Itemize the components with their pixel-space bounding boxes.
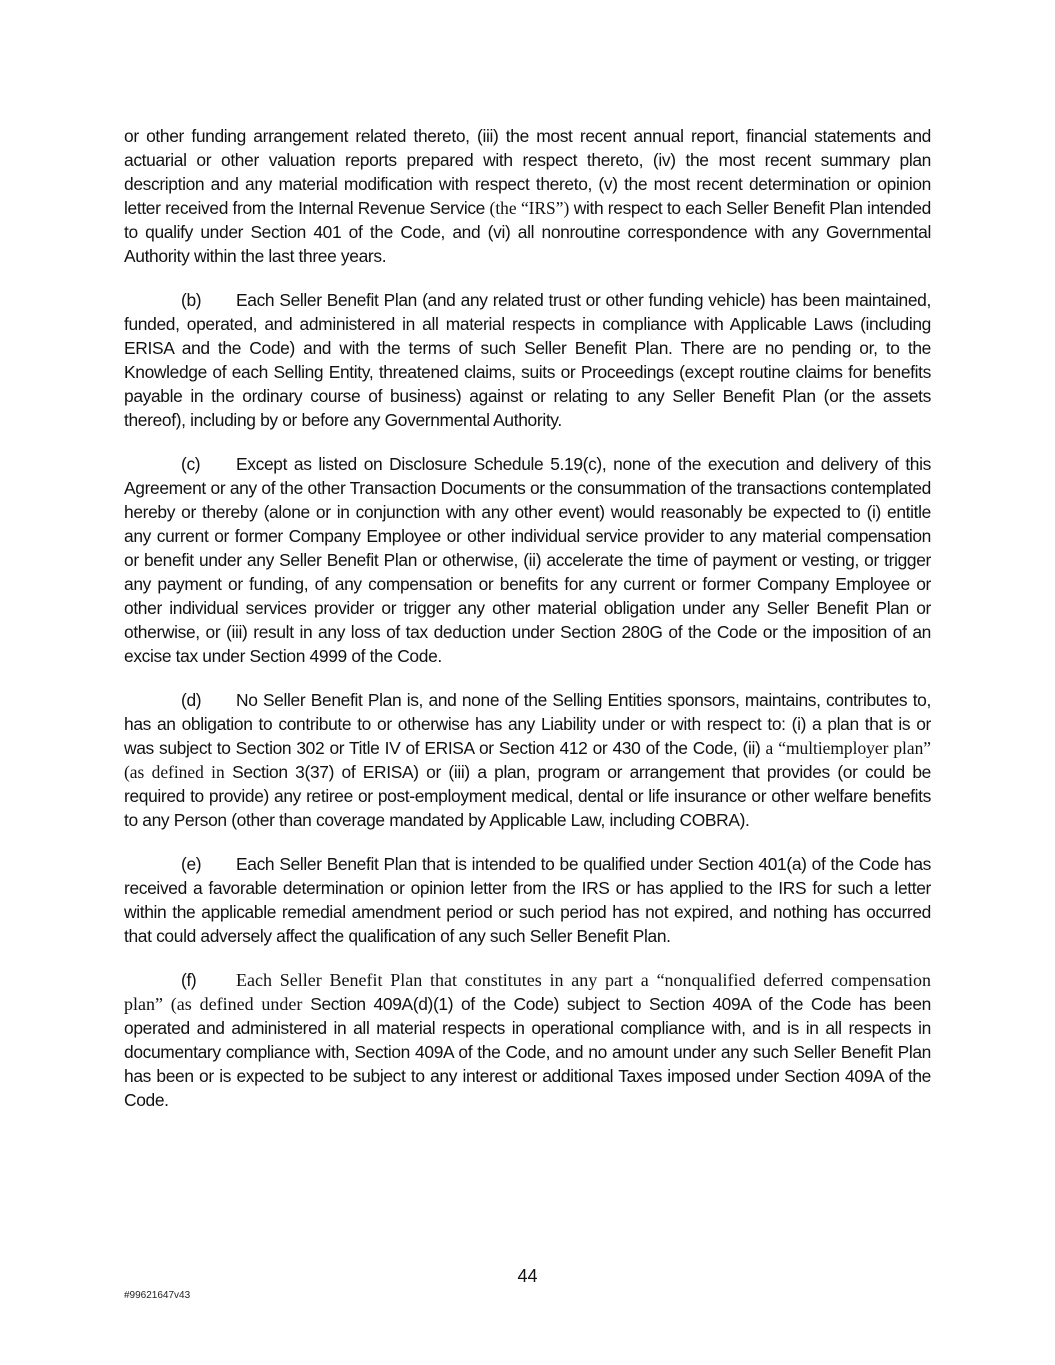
multiemployer-plan-definition: a “multiemployer plan” (as defined in	[124, 738, 932, 782]
document-page	[124, 124, 931, 1132]
section-label-d: (d)	[181, 690, 202, 710]
paragraph-f	[124, 968, 931, 1112]
section-text-e: Each Seller Benefit Plan that is intended to be qualified under Section 401(a) of the Code has received a favorable determination or opinion letter from the IRS or has applied to the IRS for such a letter within the applicable remedial amendment period or such period has not expired, and nothing has occurred that could adversely affect the qualification of any such Seller Benefit Plan.	[124, 854, 931, 946]
continuation-text-end: with respect to each Seller Benefit Plan intended to qualify under Section 401 of the Code, and (vi) all nonroutine correspondence with any Governmental Authority within the last three years.	[124, 198, 931, 266]
paragraph-e	[124, 852, 931, 948]
page-number: 44	[517, 1266, 538, 1286]
nonqualified-plan-definition: Each Seller Benefit Plan that constitutes in any part a “nonqualified deferred compensation plan” (as defined under	[124, 970, 931, 1014]
section-text-c: Except as listed on Disclosure Schedule 5.19(c), none of the execution and delivery of this Agreement or any of the other Transaction Documents or the consummation of the transactions contemplated hereby or thereby (alone or in conjunction with any other event) would reasonably be expected to (i) entitle any current or former Company Employee or other individual service provider to any material compensation or benefit under any Seller Benefit Plan or otherwise, (ii) accelerate the time of payment or vesting, or trigger any payment or funding, of any compensation or benefits for any current or former Company Employee or other individual services provider or trigger any other material obligation under any Seller Benefit Plan or otherwise, or (iii) result in any loss of tax deduction under Section 280G of the Code or the imposition of an excise tax under Section 4999 of the Code.	[124, 454, 931, 666]
section-label-f: (f)	[181, 970, 197, 990]
paragraph-continuation	[124, 124, 931, 268]
paragraph-c	[124, 452, 931, 668]
section-text-d-2: Section 3(37) of ERISA) or (iii) a plan, program or arrangement that provides (or could be required to provide) any retiree or post-employment medical, dental or life insurance or other welfare benefits to any Person (other than coverage mandated by Applicable Law, including COBRA).	[124, 762, 931, 830]
section-text-f: Section 409A(d)(1) of the Code) subject to Section 409A of the Code has been operated and administered in all material respects in operational compliance with, and is in all respects in documentary compliance with, Section 409A of the Code, and no amount under any such Seller Benefit Plan has been or is expected to be subject to any interest or additional Taxes imposed under Section 409A of the Code.	[124, 994, 931, 1110]
paragraph-b	[124, 288, 931, 432]
paragraph-d	[124, 688, 931, 832]
section-label-b: (b)	[181, 290, 202, 310]
section-text-d-1: No Seller Benefit Plan is, and none of the Selling Entities sponsors, maintains, contributes to, has an obligation to contribute to or otherwise has any Liability under or with respect to: (i) a plan that is or was subject to Section 302 or Title IV of ERISA or Section 412 or 430 of the Code, (ii)	[124, 690, 931, 758]
irs-definition: (the “IRS”)	[489, 198, 570, 218]
section-label-e: (e)	[181, 854, 202, 874]
document-id: #99621647v43	[124, 1290, 191, 1301]
section-text-b: Each Seller Benefit Plan (and any related trust or other funding vehicle) has been maintained, funded, operated, and administered in all material respects in compliance with Applicable Laws (including ERISA and the Code) and with the terms of such Seller Benefit Plan. There are no pending or, to the Knowledge of each Selling Entity, threatened claims, suits or Proceedings (except routine claims for benefits payable in the ordinary course of business) against or relating to any Seller Benefit Plan (or the assets thereof), including by or before any Governmental Authority.	[124, 290, 931, 430]
continuation-text: or other funding arrangement related thereto, (iii) the most recent annual report, financial statements and actuarial or other valuation reports prepared with respect thereto, (iv) the most recent summary plan description and any material modification with respect thereto, (v) the most recent determination or opinion letter received from the Internal Revenue Service	[124, 126, 931, 218]
section-label-c: (c)	[181, 454, 201, 474]
